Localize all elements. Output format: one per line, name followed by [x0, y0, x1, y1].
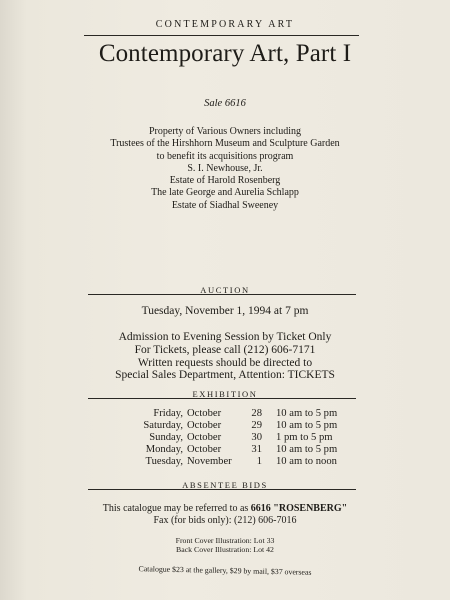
- front-cover-credit: Front Cover Illustration: Lot 33: [175, 536, 275, 545]
- schedule-date: 28: [251, 408, 262, 419]
- exhibition-rule: [88, 398, 356, 399]
- schedule-day: Saturday,: [143, 419, 183, 431]
- schedule-date: 29: [251, 419, 262, 431]
- auction-date: Tuesday, November 1, 1994 at 7 pm: [141, 305, 309, 317]
- property-line: Estate of Siadhal Sweeney: [171, 199, 279, 211]
- sale-number: Sale 6616: [204, 98, 246, 109]
- schedule-date: 31: [251, 443, 262, 455]
- exhibition-heading: EXHIBITION: [192, 389, 258, 399]
- schedule-day: Friday,: [153, 408, 183, 419]
- schedule-date: 1: [256, 455, 262, 467]
- admission-line: Written requests should be directed to: [137, 356, 313, 369]
- section-header: CONTEMPORARY ART: [155, 19, 295, 30]
- exhibition-schedule: [100, 408, 337, 467]
- schedule-row: [100, 408, 337, 420]
- schedule-day: Monday,: [145, 443, 183, 455]
- auction-rule: [88, 294, 356, 295]
- schedule-month: October: [187, 443, 222, 455]
- schedule-day: Tuesday,: [145, 455, 183, 467]
- catalogue-price: Catalogue $23 at the gallery, $29 by mail, $37 overseas: [138, 564, 312, 577]
- absentee-info: [0, 503, 450, 527]
- property-line: The late George and Aurelia Schlapp: [151, 187, 299, 199]
- property-line: to benefit its acquisitions program: [156, 150, 294, 162]
- schedule-month: October: [187, 431, 222, 443]
- schedule-day: Sunday,: [149, 431, 183, 443]
- schedule-row: [100, 456, 337, 468]
- reference-text: This catalogue may be referred to as: [102, 503, 251, 514]
- schedule-time: 10 am to 5 pm: [276, 408, 338, 419]
- schedule-row: [100, 432, 337, 444]
- admission-line: Special Sales Department, Attention: TICKETS: [115, 369, 335, 382]
- schedule-time: 10 am to 5 pm: [276, 419, 338, 431]
- property-line: Property of Various Owners including: [148, 126, 302, 137]
- absentee-bids-heading: ABSENTEE BIDS: [182, 480, 268, 490]
- admission-info: [0, 331, 450, 382]
- property-line: S. I. Newhouse, Jr.: [187, 162, 263, 174]
- schedule-month: October: [187, 408, 222, 419]
- schedule-month: October: [187, 419, 222, 431]
- schedule-row: [100, 444, 337, 456]
- cover-illustrations: [0, 536, 450, 554]
- property-owners: [0, 126, 450, 212]
- auction-heading: AUCTION: [200, 285, 250, 295]
- schedule-month: November: [187, 455, 232, 467]
- absentee-bids-rule: [88, 489, 356, 490]
- page-title: Contemporary Art, Part I: [98, 40, 352, 67]
- property-line: Estate of Harold Rosenberg: [169, 175, 281, 187]
- admission-line: For Tickets, please call (212) 606-7171: [134, 343, 316, 356]
- schedule-time: 10 am to noon: [276, 455, 337, 467]
- admission-line: Admission to Evening Session by Ticket Only: [118, 331, 332, 343]
- back-cover-credit: Back Cover Illustration: Lot 42: [176, 545, 274, 554]
- schedule-date: 30: [251, 431, 262, 443]
- schedule-row: [100, 420, 337, 432]
- property-line: Trustees of the Hirshhorn Museum and Sculpture Garden: [110, 138, 340, 150]
- schedule-time: 10 am to 5 pm: [276, 443, 338, 455]
- schedule-time: 1 pm to 5 pm: [276, 431, 333, 443]
- header-rule: [84, 35, 359, 36]
- reference-code: 6616 "ROSENBERG": [250, 503, 348, 514]
- reference-line: [0, 503, 450, 515]
- fax-line: Fax (for bids only): (212) 606-7016: [153, 515, 297, 526]
